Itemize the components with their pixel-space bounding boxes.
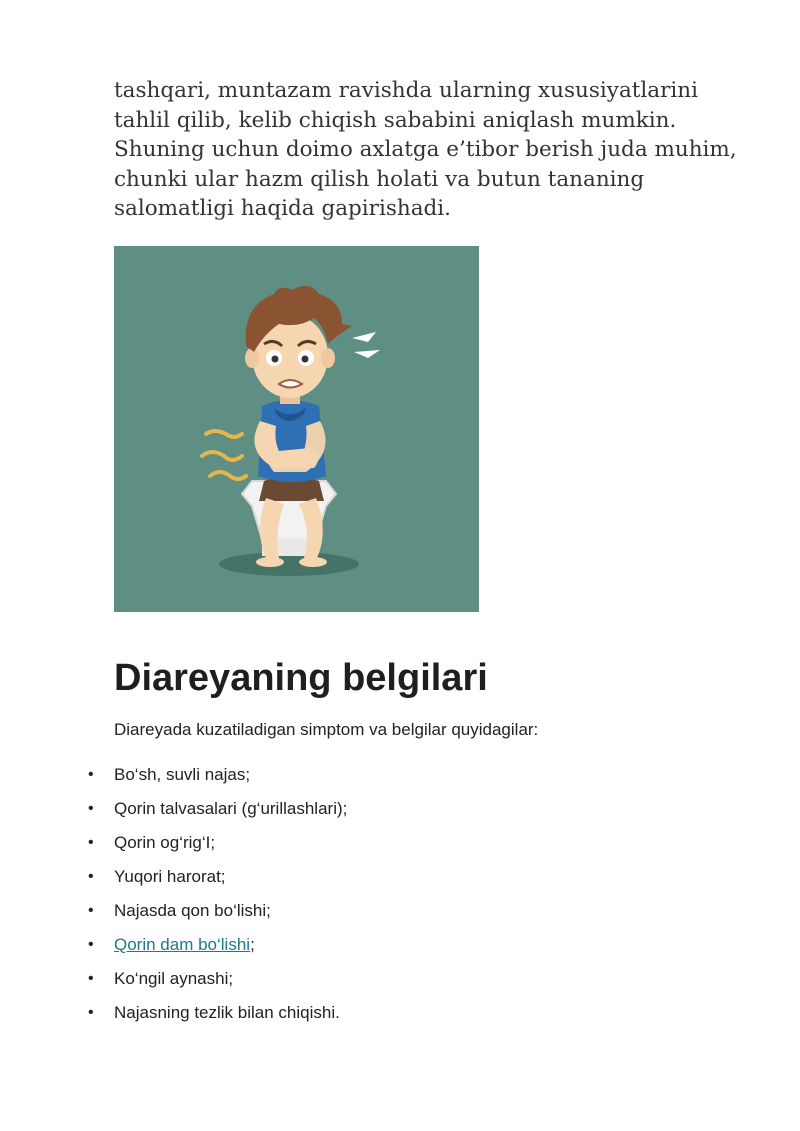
list-item-text: Najasning tezlik bilan chiqishi. bbox=[114, 1003, 340, 1022]
symptom-list bbox=[0, 760, 347, 1032]
diarrhea-illustration bbox=[114, 246, 479, 612]
list-item-suffix: ; bbox=[250, 935, 255, 954]
list-item bbox=[0, 998, 347, 1032]
list-item-text: Qorin talvasalari (g‘urillashlari); bbox=[114, 799, 348, 818]
section-heading: Diareyaning belgilari bbox=[114, 657, 488, 699]
bloating-link[interactable]: Qorin dam bo‘lishi bbox=[114, 935, 251, 954]
list-item-text: Yuqori harorat; bbox=[114, 867, 226, 886]
list-item bbox=[0, 760, 347, 794]
bullet-icon: • bbox=[88, 766, 94, 783]
list-item bbox=[0, 828, 347, 862]
bullet-icon: • bbox=[88, 800, 94, 817]
list-item-text: Qorin og‘rig‘I; bbox=[114, 833, 216, 852]
man-on-toilet-icon bbox=[114, 246, 479, 612]
list-item bbox=[0, 930, 347, 964]
list-item-text: Najasda qon bo‘lishi; bbox=[114, 901, 271, 920]
bullet-icon: • bbox=[88, 970, 94, 987]
bullet-icon: • bbox=[88, 834, 94, 851]
list-item bbox=[0, 964, 347, 998]
list-item bbox=[0, 794, 347, 828]
section-lead: Diareyada kuzatiladigan simptom va belgilar quyidagilar: bbox=[114, 720, 539, 739]
bullet-icon: • bbox=[88, 902, 94, 919]
list-item bbox=[0, 896, 347, 930]
list-item-text: Bo‘sh, suvli najas; bbox=[114, 765, 251, 784]
intro-paragraph: tashqari, muntazam ravishda ularning xususiyatlarini tahlil qilib, kelib chiqish sababini aniqlash mumkin. Shuning uchun doimo axlatga e’tibor berish juda muhim, chunki ular hazm qilish holati va butun tananing salomatligi haqida gapirishadi. bbox=[114, 78, 737, 221]
bullet-icon: • bbox=[88, 868, 94, 885]
list-item bbox=[0, 862, 347, 896]
list-item-text: Ko‘ngil aynashi; bbox=[114, 969, 234, 988]
bullet-icon: • bbox=[88, 936, 94, 953]
bullet-icon: • bbox=[88, 1004, 94, 1021]
